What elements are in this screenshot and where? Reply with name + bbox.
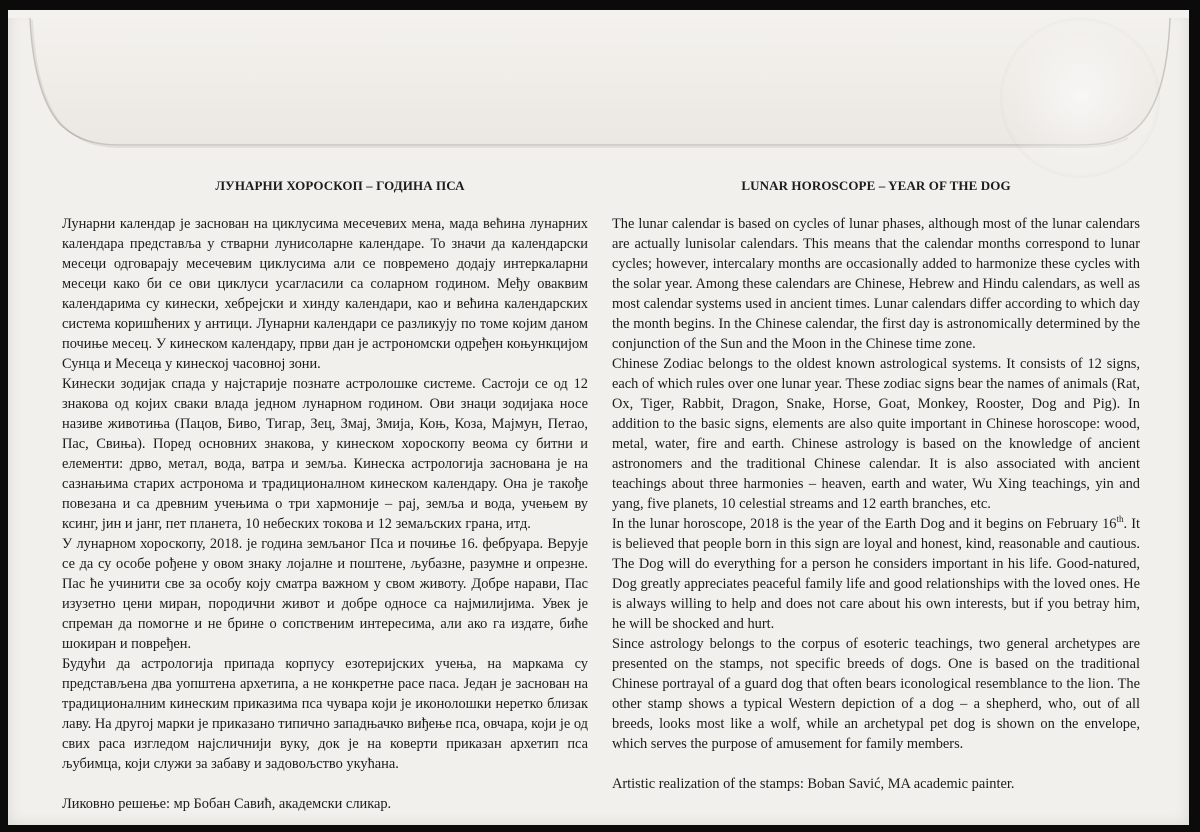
serbian-paragraph: У лунарном хороскопу, 2018. је година земљаног Пса и почиње 16. фебруара. Верује се да су особе рођене у овом знаку лојалне и поштене, љубазне, разумне и опрезне. Пас ће учинити све за особу коју сматра важном у свом животу. Добре нарави, Пас изузетно цени миран, породични живот и добре односе са најмилијима. Увек је спреман да помогне и не брине о сопственим интересима, али ако га издате, биће шокиран и повређен. [62, 536, 588, 652]
ordinal-suffix: th [1116, 514, 1124, 525]
serbian-credit: Ликовно решење: мр Бобан Савић, академски сликар. [62, 796, 392, 812]
serbian-paragraph: Кинески зодијак спада у најстарије познате астролошке системе. Састоји се од 12 знакова од којих сваки влада једном лунарном годином. Ови знаци зодијака носе називе животиња (Пацов, Биво, Тигар, Зец, Змај, Змија, Коњ, Коза, Мајмун, Петао, Пас, Свиња). Поред основних знакова, у кинеском хороскопу веома су битни и елементи: дрво, метал, вода, ватра и земља. Кинеска астрологија заснована је на сазнањима старих астронома и традиционалном кинеском календару. Она је такође повезана и са древним учењима о три хармоније – рај, земља и вода, учењем ву ксинг, јин и јанг, пет планета, 10 небеских токова и 12 земаљских грана, итд. [62, 376, 588, 532]
english-paragraph: The lunar calendar is based on cycles of lunar phases, although most of the lunar calendars are actually lunisolar calendars. This means that the calendar months correspond to lunar cycles; however, intercalary months are occasionally added to harmonize these cycles with the solar year. Among these calendars are Chinese, Hebrew and Hindu calendars, as well as most calendar systems used in ancient times. Lunar calendars differ according to which day the month begins. In the Chinese calendar, the first day is astronomically determined by the conjunction of the Sun and the Moon in the Chinese time zone. [612, 216, 1140, 352]
english-paragraph-dog [612, 514, 1140, 634]
dog-text-a: In the lunar horoscope, 2018 is the year of the Earth Dog and it begins on February 16 [612, 516, 1117, 532]
serbian-paragraph: Будући да астрологија припада корпусу езотеријских учења, на маркама су представљена два уопштена архетипа, а не конкретне расе паса. Један је заснован на традиционалним кинеским приказима пса чувара који је иконолошки неретко близак лаву. На другој марки је приказано типично западњачко виђење пса, овчара, који је од свих раса изгледом најсличнији вуку, док је на коверти приказан архетип пса љубимца, који служи за забаву и задовољство укућана. [62, 656, 588, 772]
postmark-embossing [1000, 18, 1160, 178]
serbian-paragraph: Лунарни календар је заснован на циклусима месечевих мена, мада већина лунарних календара представља у стварни лунисоларне календаре. То значи да календарски месеци одговарају месечевим циклусима али се повремено додају интеркаларни месеци како би се ови циклуси усагласили са соларном годином. Међу оваквим календарима су кинески, хебрејски и хинду календари, као и већина календарских система коришћених у антици. Лунарни календари се разликују по томе којим даном почиње месец. У кинеском календару, први дан је астрономски одређен коњункцијом Сунца и Месеца у кинеској часовној зони. [62, 216, 588, 372]
english-paragraph: Chinese Zodiac belongs to the oldest known astrological systems. It consists of 12 signs, each of which rules over one lunar year. These zodiac signs bear the names of animals (Rat, Ox, Tiger, Rabbit, Dragon, Snake, Horse, Goat, Monkey, Rooster, Dog and Pig). In addition to the basic signs, elements are also quite important in Chinese horoscope: wood, metal, water, fire and earth. Chinese astrology is based on the knowledge of ancient astronomers and the traditional Chinese calendar. It is also associated with ancient teachings about three harmonies – heaven, earth and water, Wu Xing teachings, yin and yang, five planets, 10 celestial streams and 12 earth branches, etc. [612, 356, 1140, 512]
english-column [612, 178, 1140, 794]
serbian-column [62, 178, 588, 814]
dog-text-b: . It is believed that people born in this sign are loyal and honest, kind, reasonable and cautious. The Dog will do everything for a person he considers important in his life. Good-natured, Dog greatly appreciates peaceful family life and good relationships with the loved ones. He is always willing to help and does not care about his own interests, but if you betray him, he will be shocked and hurt. [612, 516, 1140, 632]
english-title: LUNAR HOROSCOPE – YEAR OF THE DOG [741, 178, 1011, 193]
english-paragraph: Since astrology belongs to the corpus of esoteric teachings, two general archetypes are presented on the stamps, not specific breeds of dogs. One is based on the traditional Chinese portrayal of a guard dog that often bears iconological resemblance to the lion. The other stamp shows a typical Western depiction of a dog – a shepherd, who, out of all breeds, looks most like a wolf, while an archetypal pet dog is shown on the envelope, which serves the purpose of amusement for family members. [612, 636, 1140, 752]
serbian-title: ЛУНАРНИ ХОРОСКОП – ГОДИНА ПСА [215, 178, 465, 193]
english-credit: Artistic realization of the stamps: Boban Savić, MA academic painter. [612, 776, 1015, 792]
